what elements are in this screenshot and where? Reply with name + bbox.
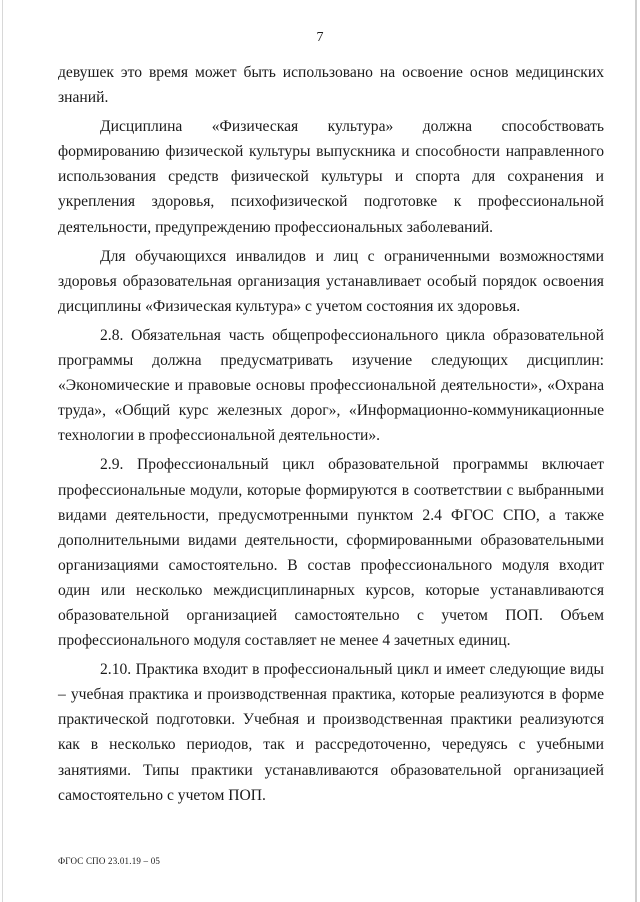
scan-edge-left — [2, 0, 3, 902]
paragraph-physical-culture: Дисциплина «Физическая культура» должна способствовать формированию физической культуры выпускника и способности направленного использования средств физической культуры и спорта для сохранения и укрепления здоровья, психофизической подготовке к профессиональной деятельности, предупреждению профессиональных заболеваний. — [58, 118, 604, 236]
document-footer: ФГОС СПО 23.01.19 – 05 — [58, 856, 161, 866]
scan-edge-right — [635, 0, 637, 902]
paragraph-2-8: 2.8. Обязательная часть общепрофессионального цикла образовательной программы должна предусматривать изучение следующих дисциплин: «Экономические и правовые основы профессиональной деятельности», «Охрана труда», «Общий курс железных дорог», «Информационно-коммуникационные технологии в профессиональной деятельности». — [58, 326, 604, 445]
page-number: 7 — [316, 30, 324, 45]
paragraph-continuation: девушек это время может быть использовано на освоение основ медицинских знаний. — [58, 64, 604, 107]
paragraph-disabled-students: Для обучающихся инвалидов и лиц с ограниченными возможностями здоровья образовательная организация устанавливает особый порядок освоения дисциплины «Физическая культура» с учетом состояния их здоровья. — [58, 247, 604, 315]
document-body — [58, 60, 604, 812]
paragraph-2-10: 2.10. Практика входит в профессиональный цикл и имеет следующие виды – учебная практика и производственная практика, которые реализуются в форме практической подготовки. Учебная и производственная практики реализуются как в несколько периодов, так и рассредоточенно, чередуясь с учебными занятиями. Типы практики устанавливаются образовательной организацией самостоятельно с учетом ПОП. — [58, 661, 604, 804]
paragraph-2-9: 2.9. Профессиональный цикл образовательной программы включает профессиональные модули, которые формируются в соответствии с выбранными видами деятельности, предусмотренными пунктом 2.4 ФГОС СПО, а также дополнительными видами деятельности, сформированными образовательными организациями самостоятельно. В состав профессионального модуля входит один или несколько междисциплинарных курсов, которые устанавливаются образовательной организацией самостоятельно с учетом ПОП. Объем профессионального модуля составляет не менее 4 зачетных единиц. — [58, 456, 604, 650]
